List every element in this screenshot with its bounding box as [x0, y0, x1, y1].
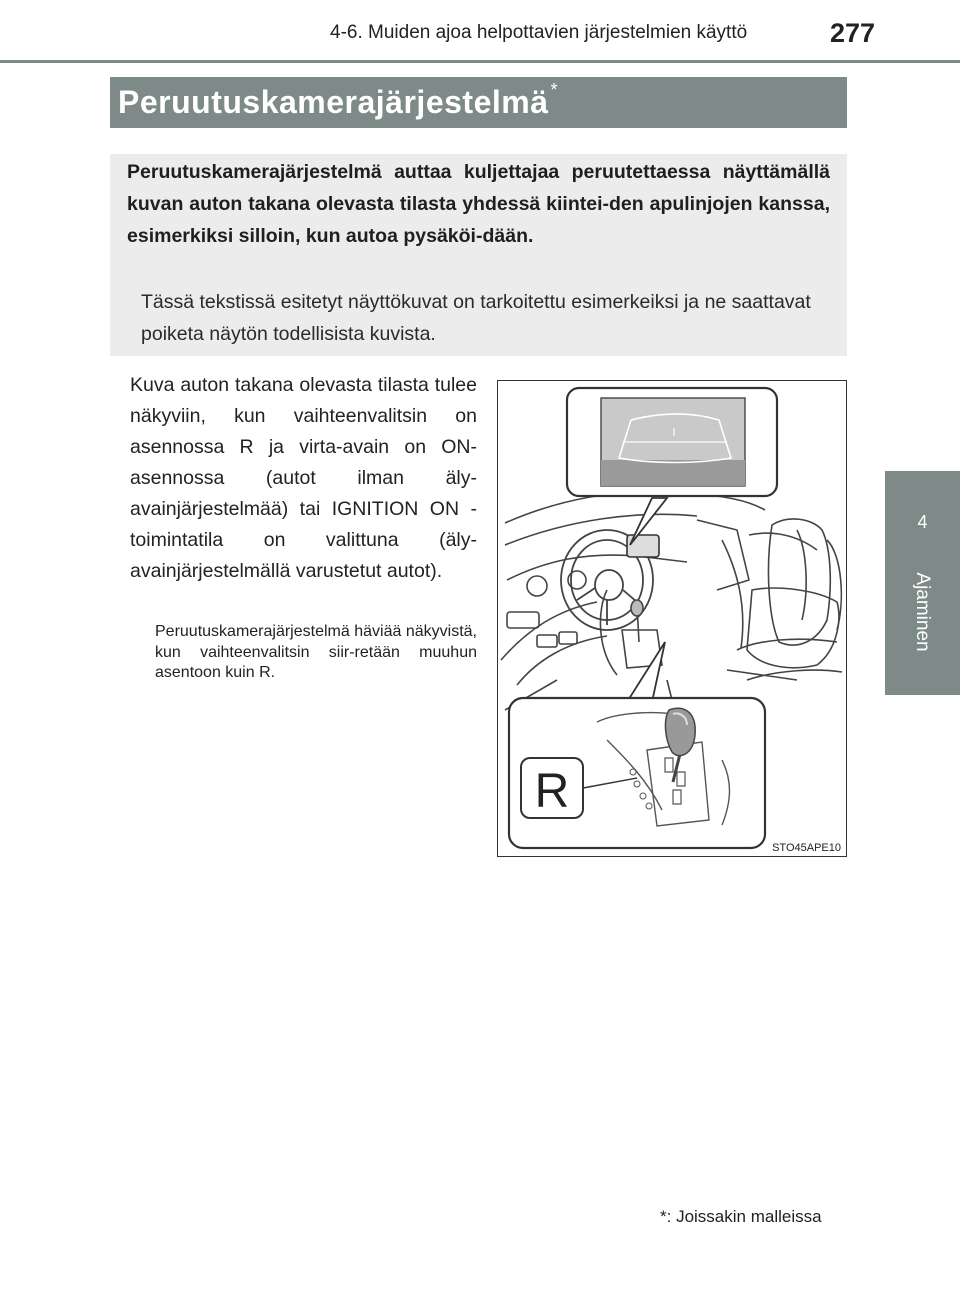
- page-title: [118, 80, 559, 121]
- header-rule: [0, 60, 960, 63]
- footnote: [660, 1207, 822, 1227]
- chapter-tab-label: Ajaminen: [912, 572, 933, 652]
- header-section-title: 4-6. Muiden ajoa helpottavien järjestelmien käyttö: [330, 22, 748, 43]
- center-display-lineart: [627, 535, 659, 557]
- body-paragraph: Kuva auton takana olevasta tilasta tulee näkyviin, kun vaihteenvalitsin on asennossa R ja virta-avain on ON-asennossa (autot ilman äly-avainjärjestelmää) tai IGNITION ON -toimintatila on valittuna (äly-avainjärjestelmällä varustetut autot).: [130, 374, 477, 582]
- page-number: 277: [830, 18, 876, 48]
- rear-camera-illustration: [497, 380, 847, 857]
- body-note: Peruutuskamerajärjestelmä häviää näkyvistä, kun vaihteenvalitsin siir-retään muuhun asentoon kuin R.: [155, 623, 477, 681]
- chapter-tab-number: 4: [917, 512, 928, 532]
- footnote-text: : Joissakin malleissa: [666, 1207, 822, 1226]
- illustration-code: STO45APE10: [772, 842, 841, 854]
- footnote-asterisk: *: [660, 1207, 667, 1226]
- gear-r-label: R: [534, 765, 570, 818]
- intro-paragraph: Peruutuskamerajärjestelmä auttaa kuljettajaa peruutettaessa näyttämällä kuvan auton takana olevasta tilasta yhdessä kiintei-den apulinjojen kanssa, esimerkiksi silloin, kun autoa pysäköi-dään.: [127, 161, 830, 247]
- intro-note: Tässä tekstissä esitetyt näyttökuvat on tarkoitettu esimerkeiksi ja ne saattavat poiketa näytön todellisista kuvista.: [141, 291, 811, 345]
- title-asterisk: *: [550, 80, 559, 100]
- page-title-text: Peruutuskamerajärjestelmä: [118, 84, 549, 120]
